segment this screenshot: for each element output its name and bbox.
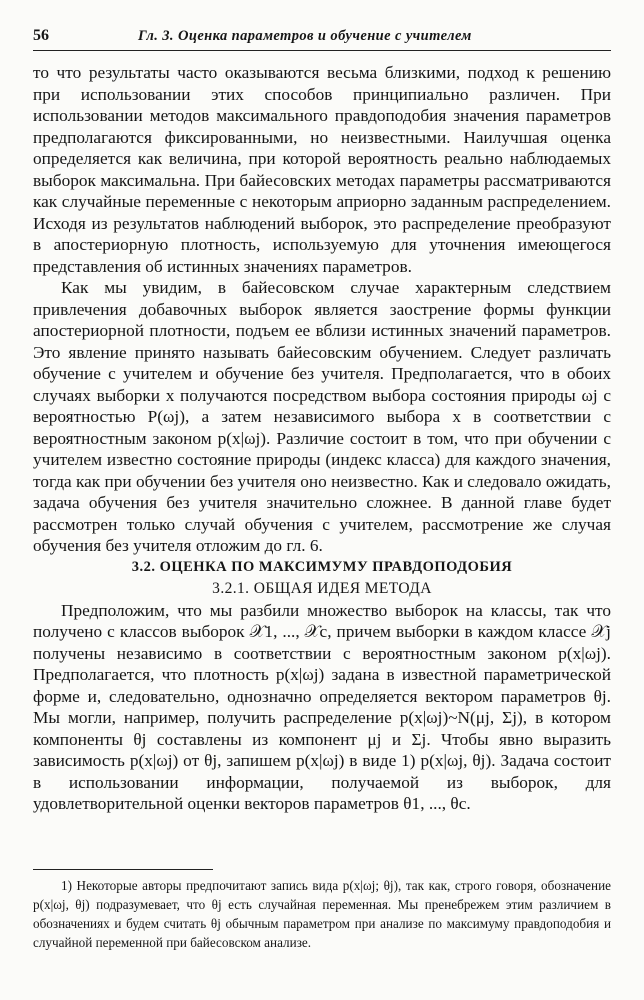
page-number: 56	[33, 27, 49, 44]
paragraph-1: то что результаты часто оказываются весьма близкими, подход к решению при использовании этих способов принципиально различен. При использовании методов максимального правдоподобия значения параметров предполагаются фиксированными, но неизвестными. Наилучшая оценка определяется как величина, при которой вероятность реально наблюдаемых выборок максимальна. При байесовских методах параметры рассматриваются как случайные переменные с некоторым априорно заданным распределением. Исходя из результатов наблюдений выборок, это распределение преобразуют в апостериорную плотность, используемую для уточнения имеющегося представления об истинных значениях параметров.	[33, 63, 611, 276]
section-title: 3.2. ОЦЕНКА ПО МАКСИМУМУ ПРАВДОПОДОБИЯ	[131, 558, 513, 575]
body-text	[33, 62, 611, 815]
footnote-rule	[33, 869, 213, 870]
running-title: Гл. 3. Оценка параметров и обучение с учителем	[138, 28, 472, 44]
paragraph-3: Предположим, что мы разбили множество выборок на классы, так что получено c классов выборок 𝒳1, ..., 𝒳c, причем выборки в каждом классе 𝒳j получены независимо в соответствии с вероятностным законом p(x|ωj). Предполагается, что плотность p(x|ωj) задана в известной параметрической форме и, следовательно, однозначно определяется вектором параметров θj. Мы могли, например, получить распределение p(x|ωj)~N(μj, Σj), в котором компоненты θj составлены из компонент μj и Σj. Чтобы явно выразить зависимость p(x|ωj) от θj, запишем p(x|ωj) в виде 1) p(x|ωj, θj). Задача состоит в использовании информации, получаемой из выборок, для удовлетворительной оценки векторов параметров θ1, ..., θc.	[33, 600, 611, 813]
paragraph-2: Как мы увидим, в байесовском случае характерным следствием привлечения добавочных выборок является заострение формы функции апостериорной плотности, подъем ее вблизи истинных значений параметров. Это явление принято называть байесовским обучением. Следует различать обучение с учителем и обучение без учителя. Предполагается, что в обоих случаях выборки x получаются посредством выбора состояния природы ωj с вероятностью P(ωj), а затем независимого выбора x в соответствии с вероятностным законом p(x|ωj). Различие состоит в том, что при обучении с учителем известно состояние природы (индекс класса) для каждого значения, тогда как при обучении без учителя оно неизвестно. Как и следовало ожидать, задача обучения без учителя значительно сложнее. В данной главе будет рассмотрен только случай обучения с учителем, рассмотрение же случая обучения без учителя отложим до гл. 6.	[33, 278, 611, 555]
subsection-title: 3.2.1. ОБЩАЯ ИДЕЯ МЕТОДА	[212, 580, 432, 597]
footnote: 1) Некоторые авторы предпочитают запись вида p(x|ωj; θj), так как, строго говоря, обозначение p(x|ωj, θj) подразумевает, что θj есть случайная переменная. Мы пренебрежем этим различием в обозначениях и будем считать θj обычным параметром при анализе по максимуму правдоподобия и случайной переменной при байесовском анализе.	[33, 878, 611, 950]
page-header	[33, 26, 611, 51]
